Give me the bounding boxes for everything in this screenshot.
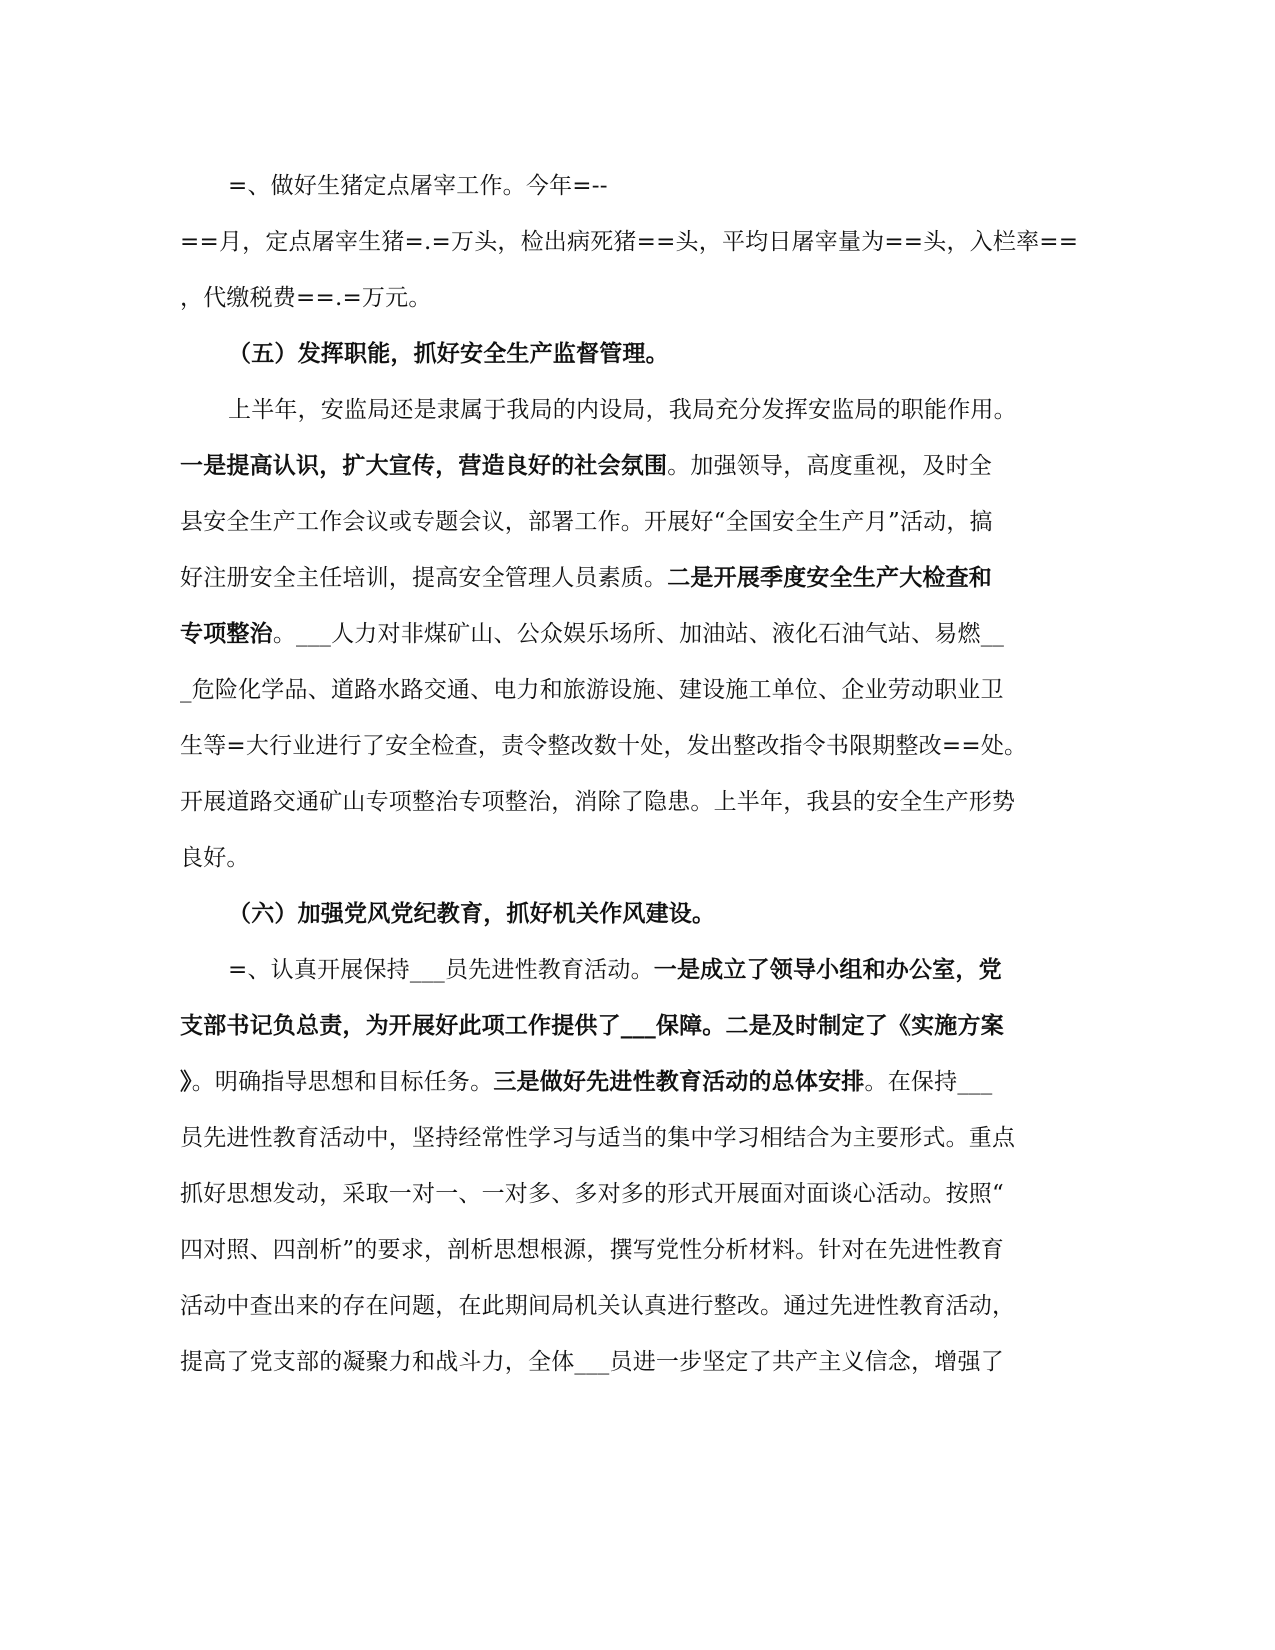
section-heading: [228, 898, 715, 930]
text-run: 上半年，安监局还是隶属于我局的内设局，我局充分发挥安监局的职能作用。: [228, 397, 1017, 423]
text-line: [180, 786, 1015, 818]
text-line: [180, 1234, 1004, 1266]
text-run: ==月，定点屠宰生猪=.=万头，检出病死猪==头，平均日屠宰量为==头，入栏率==: [180, 229, 1079, 255]
text-run: _危险化学品、道路水路交通、电力和旅游设施、建设施工单位、企业劳动职业卫: [180, 677, 1004, 703]
text-run: 县安全生产工作会议或专题会议，部署工作。开展好“全国安全生产月”活动，搞: [180, 509, 993, 535]
text-run: 良好。: [180, 845, 250, 871]
text-line: [180, 1290, 1015, 1322]
bold-run: 专项整治: [180, 620, 273, 647]
text-run: 活动中查出来的存在问题，在此期间局机关认真进行整改。通过先进性教育活动，: [180, 1293, 1016, 1319]
bold-run: 一是提高认识，扩大宣传，营造良好的社会氛围: [180, 452, 668, 479]
text-line: [180, 282, 432, 314]
text-line: [180, 1122, 1015, 1154]
text-line: [180, 450, 992, 482]
section-heading: [228, 338, 669, 370]
heading-text: （五）发挥职能，抓好安全生产监督管理。: [228, 340, 669, 367]
text-run: 。在保持___: [864, 1069, 993, 1095]
bold-run: 三是做好先进性教育活动的总体安排: [493, 1068, 865, 1095]
text-run: 。明确指导思想和目标任务。: [191, 1069, 494, 1095]
text-run: ，代缴税费==.=万元。: [180, 285, 432, 311]
text-run: 四对照、四剖析”的要求，剖析思想根源，撰写党性分析材料。针对在先进性教育: [180, 1237, 1004, 1263]
text-run: 。加强领导，高度重视，及时全: [667, 453, 993, 479]
text-run: =、认真开展保持___员先进性教育活动。: [228, 957, 654, 983]
text-run: 提高了党支部的凝聚力和战斗力，全体___员进一步坚定了共产主义信念，增强了: [180, 1349, 1004, 1375]
heading-text: （六）加强党风党纪教育，抓好机关作风建设。: [228, 900, 716, 927]
text-run: 员先进性教育活动中，坚持经常性学习与适当的集中学习相结合为主要形式。重点: [180, 1125, 1016, 1151]
text-run: =、做好生猪定点屠宰工作。今年=--: [228, 173, 608, 199]
bold-run: 一是成立了领导小组和办公室，党: [653, 956, 1002, 983]
text-run: 抓好思想发动，采取一对一、一对多、多对多的形式开展面对面谈心活动。按照“: [180, 1181, 1004, 1207]
bold-run: 》: [180, 1068, 192, 1095]
text-line: [228, 394, 1017, 426]
text-line: [180, 562, 992, 594]
text-line: [228, 954, 1002, 986]
text-line: [180, 506, 993, 538]
text-line: [180, 618, 1004, 650]
text-line: [180, 1346, 1004, 1378]
text-line: [180, 674, 1004, 706]
text-line: [180, 1010, 1004, 1042]
text-line: [180, 1178, 1004, 1210]
text-line: [180, 842, 250, 874]
text-line: [180, 730, 1027, 762]
bold-run: 支部书记负总责，为开展好此项工作提供了___保障。二是及时制定了《实施方案: [180, 1012, 1004, 1039]
text-line: [180, 226, 1078, 258]
bold-run: 二是开展季度安全生产大检查和: [667, 564, 993, 591]
text-run: 好注册安全主任培训，提高安全管理人员素质。: [180, 565, 668, 591]
text-run: 开展道路交通矿山专项整治专项整治，消除了隐患。上半年，我县的安全生产形势: [180, 789, 1016, 815]
text-run: 。___人力对非煤矿山、公众娱乐场所、加油站、液化石油气站、易燃__: [272, 621, 1005, 647]
text-run: 生等=大行业进行了安全检查，责令整改数十处，发出整改指令书限期整改==处。: [180, 733, 1028, 759]
text-line: [228, 170, 608, 202]
text-line: [180, 1066, 992, 1098]
